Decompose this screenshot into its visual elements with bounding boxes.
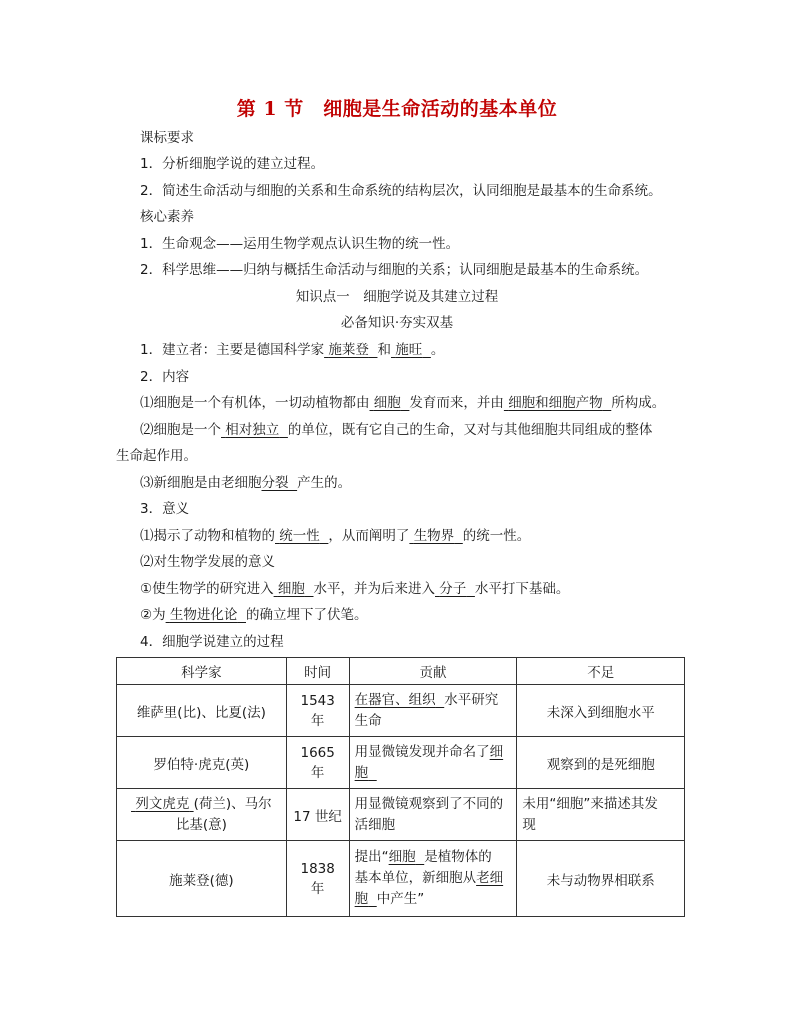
answer: 分子 xyxy=(439,581,467,597)
answer: 施旺 xyxy=(395,342,423,358)
table-row xyxy=(117,789,685,841)
header-shortcoming: 不足 xyxy=(517,658,685,685)
kebiao-item-2: 2．简述生命活动与细胞的关系和生命系统的结构层次，认同细胞是最基本的生命系统。 xyxy=(140,183,662,199)
text: 用显微镜发现并命名了 xyxy=(354,743,490,760)
text: 用显微镜观察到了不同的 xyxy=(354,795,504,812)
cell-contribution xyxy=(349,685,517,737)
text: 现 xyxy=(522,816,536,833)
text: 的确立埋下了伏笔。 xyxy=(246,607,368,623)
content-item-1 xyxy=(140,393,665,413)
kebiao-item-1: 1．分析细胞学说的建立过程。 xyxy=(140,156,325,172)
content-item-2-cont: 生命起作用。 xyxy=(116,448,197,464)
text: 比基(意) xyxy=(175,816,227,833)
text: ⑶新细胞是由老细胞 xyxy=(140,475,262,491)
founders-line xyxy=(140,340,444,360)
answer: 胞 xyxy=(354,764,369,781)
text: ⑴细胞是一个有机体，一切动植物都由 xyxy=(140,395,370,411)
cell-contribution xyxy=(349,841,517,917)
blank-answer xyxy=(435,581,475,597)
blank-answer xyxy=(476,870,503,886)
kebiao-heading: 课标要求 xyxy=(140,130,194,146)
answer: 细胞 xyxy=(373,395,401,411)
cell-scientist: 维萨里(比)、比夏(法) xyxy=(117,685,287,737)
history-heading: 4．细胞学说建立的过程 xyxy=(140,634,284,650)
answer: 在器官、组织 xyxy=(354,691,436,708)
meaning-heading: 3．意义 xyxy=(140,501,190,517)
text: 活细胞 xyxy=(354,816,396,833)
cell-contribution xyxy=(349,789,517,841)
text: 。 xyxy=(430,342,445,358)
blank-answer xyxy=(262,475,298,491)
table-row xyxy=(117,737,685,789)
cell-shortcoming: 观察到的是死细胞 xyxy=(517,737,685,789)
blank-answer xyxy=(504,395,611,411)
table-row xyxy=(117,841,685,917)
blank-answer xyxy=(490,744,504,760)
text: (荷兰)、马尔 xyxy=(193,795,272,812)
cell-shortcoming: 未深入到细胞水平 xyxy=(517,685,685,737)
answer: 相对独立 xyxy=(225,422,280,438)
meaning-item-1 xyxy=(140,526,530,546)
cell-scientist xyxy=(117,789,287,841)
answer: 分裂 xyxy=(261,475,289,491)
text: 水平打下基础。 xyxy=(474,581,570,597)
text: ，从而阐明了 xyxy=(328,528,410,544)
text: ②为 xyxy=(140,607,166,623)
blank-answer xyxy=(166,607,246,623)
text: 和 xyxy=(377,342,391,358)
text: 中产生” xyxy=(376,891,425,907)
text: 的单位，既有它自己的生命，又对与其他细胞共同组成的整体 xyxy=(287,422,653,438)
cell-time: 17 世纪 xyxy=(286,789,349,841)
blank-answer xyxy=(221,422,288,438)
header-contribution: 贡献 xyxy=(349,658,517,685)
cell-time: 1543 年 xyxy=(286,685,349,737)
blank-answer xyxy=(355,692,445,708)
history-table xyxy=(116,657,685,917)
blank-answer xyxy=(409,528,462,544)
text: ①使生物学的研究进入 xyxy=(140,581,274,597)
text: 水平研究 xyxy=(444,691,499,708)
cell-shortcoming xyxy=(517,789,685,841)
blank-answer xyxy=(355,765,377,781)
blank-answer xyxy=(355,891,377,907)
blank-answer xyxy=(324,342,377,358)
meaning-item-2b xyxy=(140,605,368,625)
blank-answer xyxy=(275,528,328,544)
text: 生命 xyxy=(354,712,382,729)
knowledge-subheading: 必备知识·夯实双基 xyxy=(340,315,454,331)
text: 所构成。 xyxy=(611,395,666,411)
text: 是植物体的 xyxy=(424,849,492,865)
header-time: 时间 xyxy=(286,658,349,685)
hexin-heading: 核心素养 xyxy=(140,209,194,225)
answer: 生物进化论 xyxy=(169,607,238,623)
answer: 细胞和细胞产物 xyxy=(508,395,603,411)
answer: 统一性 xyxy=(279,528,320,544)
hexin-item-2: 2．科学思维——归纳与概括生命活动与细胞的关系；认同细胞是最基本的生命系统。 xyxy=(140,262,649,278)
knowledge-point-heading: 知识点一 细胞学说及其建立过程 xyxy=(295,289,499,305)
cell-scientist: 罗伯特·虎克(英) xyxy=(117,737,287,789)
text: 的统一性。 xyxy=(462,528,531,544)
text: 提出“ xyxy=(354,849,389,865)
blank-answer xyxy=(131,796,194,812)
blank-answer xyxy=(391,342,431,358)
cell-time: 1665 年 xyxy=(286,737,349,789)
table-row xyxy=(117,685,685,737)
cell-shortcoming: 未与动物界相联系 xyxy=(517,841,685,917)
text: 水平，并为后来进入 xyxy=(313,581,435,597)
meaning-item-2: ⑵对生物学发展的意义 xyxy=(140,554,275,570)
answer: 施莱登 xyxy=(328,342,369,358)
blank-answer xyxy=(389,849,425,865)
answer: 胞 xyxy=(354,891,369,907)
answer: 生物界 xyxy=(413,528,455,544)
meaning-item-2a xyxy=(140,579,569,599)
hexin-item-1: 1．生命观念——运用生物学观点认识生物的统一性。 xyxy=(140,236,460,252)
cell-contribution xyxy=(349,737,517,789)
header-scientist: 科学家 xyxy=(117,658,287,685)
content-heading: 2．内容 xyxy=(140,369,190,385)
text: 1．建立者：主要是德国科学家 xyxy=(140,342,325,358)
cell-scientist: 施莱登(德) xyxy=(117,841,287,917)
text: ⑴揭示了动物和植物的 xyxy=(140,528,275,544)
cell-time: 1838 年 xyxy=(286,841,349,917)
content-item-3 xyxy=(140,473,351,493)
answer: 列文虎克 xyxy=(135,795,190,812)
content-item-2 xyxy=(140,420,652,440)
answer: 细 xyxy=(489,743,504,760)
text: 发育而来，并由 xyxy=(409,395,504,411)
text: ⑵细胞是一个 xyxy=(140,422,221,438)
text: 未用“细胞”来描述其发 xyxy=(522,795,658,812)
text: 产生的。 xyxy=(297,475,352,491)
text: 基本单位，新细胞从 xyxy=(354,870,477,886)
table-header-row xyxy=(117,658,685,685)
answer: 细胞 xyxy=(388,849,416,865)
blank-answer xyxy=(274,581,314,597)
blank-answer xyxy=(370,395,410,411)
answer: 细胞 xyxy=(277,581,305,597)
answer: 老细 xyxy=(476,870,504,886)
section-title: 第 1 节 细胞是生命活动的基本单位 xyxy=(236,98,558,120)
